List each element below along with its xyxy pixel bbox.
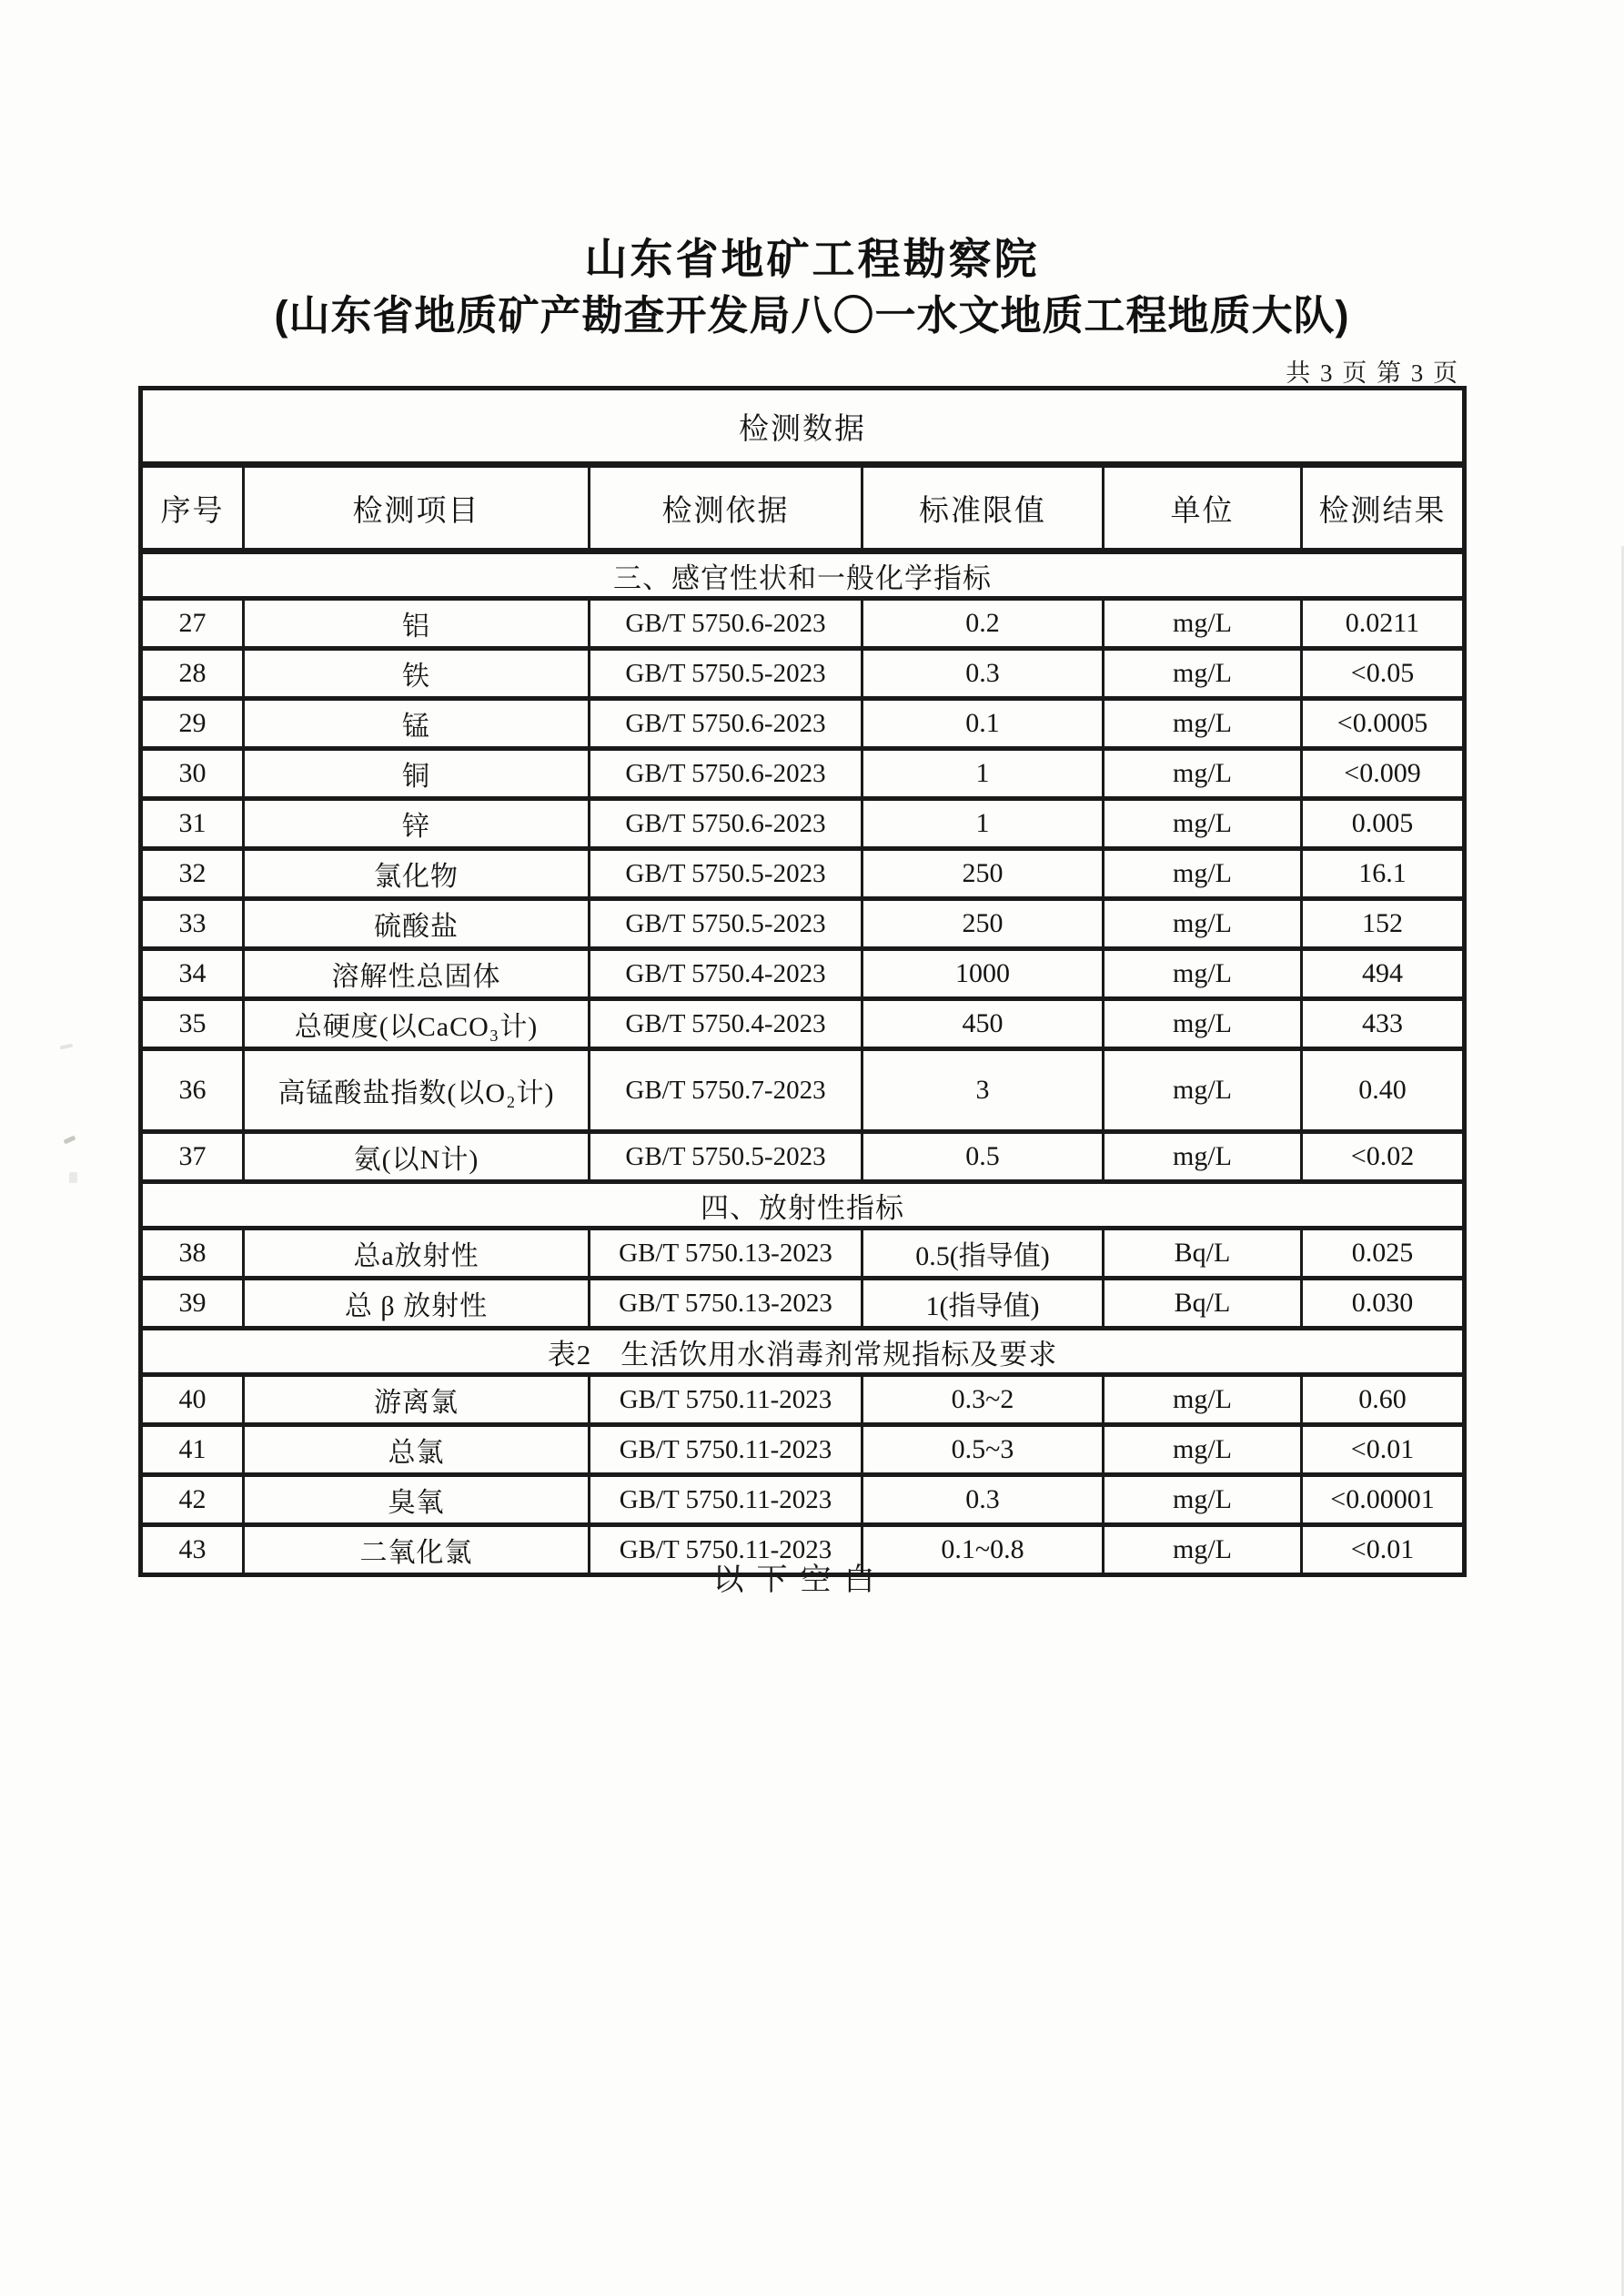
- item-name: 铁: [244, 649, 590, 699]
- standard-limit: 0.5(指导值): [862, 1229, 1104, 1279]
- item-name: 硫酸盐: [244, 899, 590, 949]
- standard-limit: 250: [862, 849, 1104, 899]
- test-basis: GB/T 5750.11-2023: [590, 1525, 862, 1575]
- unit: mg/L: [1104, 849, 1302, 899]
- test-result: 433: [1302, 999, 1465, 1049]
- unit: mg/L: [1104, 1475, 1302, 1525]
- test-result: <0.009: [1302, 749, 1465, 799]
- test-result: 0.005: [1302, 799, 1465, 849]
- standard-limit: 250: [862, 899, 1104, 949]
- table-row: [141, 999, 1465, 1049]
- standard-limit: 0.1~0.8: [862, 1525, 1104, 1575]
- unit: mg/L: [1104, 599, 1302, 649]
- test-result: 152: [1302, 899, 1465, 949]
- standard-limit: 1000: [862, 949, 1104, 999]
- test-basis: GB/T 5750.5-2023: [590, 899, 862, 949]
- section-row: [141, 1329, 1465, 1375]
- unit: mg/L: [1104, 999, 1302, 1049]
- test-basis: GB/T 5750.7-2023: [590, 1049, 862, 1132]
- unit: mg/L: [1104, 1132, 1302, 1182]
- scan-artifact: [69, 1172, 77, 1183]
- standard-limit: 0.5~3: [862, 1425, 1104, 1475]
- row-number: 34: [141, 949, 244, 999]
- standard-limit: 0.2: [862, 599, 1104, 649]
- test-basis: GB/T 5750.13-2023: [590, 1229, 862, 1279]
- standard-limit: 0.3~2: [862, 1375, 1104, 1425]
- test-basis: GB/T 5750.5-2023: [590, 649, 862, 699]
- test-result: <0.02: [1302, 1132, 1465, 1182]
- section-header: 表2 生活饮用水消毒剂常规指标及要求: [141, 1329, 1465, 1375]
- standard-limit: 1: [862, 799, 1104, 849]
- test-result: <0.0005: [1302, 699, 1465, 749]
- row-number: 42: [141, 1475, 244, 1525]
- standard-limit: 0.3: [862, 649, 1104, 699]
- test-result: <0.05: [1302, 649, 1465, 699]
- item-name: 臭氧: [244, 1475, 590, 1525]
- row-number: 31: [141, 799, 244, 849]
- table-row: [141, 1375, 1465, 1425]
- row-number: 33: [141, 899, 244, 949]
- row-number: 35: [141, 999, 244, 1049]
- test-result: 0.030: [1302, 1279, 1465, 1329]
- test-basis: GB/T 5750.5-2023: [590, 1132, 862, 1182]
- unit: mg/L: [1104, 699, 1302, 749]
- item-name: 高锰酸盐指数(以O₂计): [244, 1049, 590, 1132]
- row-number: 37: [141, 1132, 244, 1182]
- standard-limit: 1: [862, 749, 1104, 799]
- section-row: [141, 551, 1465, 599]
- unit: mg/L: [1104, 1375, 1302, 1425]
- section-row: [141, 1182, 1465, 1229]
- item-name: 总 β 放射性: [244, 1279, 590, 1329]
- unit: mg/L: [1104, 1425, 1302, 1475]
- row-number: 27: [141, 599, 244, 649]
- section-header: 四、放射性指标: [141, 1182, 1465, 1229]
- test-result: <0.00001: [1302, 1475, 1465, 1525]
- unit: mg/L: [1104, 949, 1302, 999]
- test-basis: GB/T 5750.6-2023: [590, 599, 862, 649]
- table-row: [141, 1279, 1465, 1329]
- item-name: 锰: [244, 699, 590, 749]
- scan-artifact: [60, 1044, 74, 1050]
- test-basis: GB/T 5750.11-2023: [590, 1425, 862, 1475]
- unit: mg/L: [1104, 1525, 1302, 1575]
- column-header-2: 检测项目: [244, 465, 590, 551]
- test-basis: GB/T 5750.11-2023: [590, 1475, 862, 1525]
- section-header: 三、感官性状和一般化学指标: [141, 551, 1465, 599]
- item-name: 氯化物: [244, 849, 590, 899]
- test-basis: GB/T 5750.5-2023: [590, 849, 862, 899]
- item-name: 氨(以N计): [244, 1132, 590, 1182]
- table-row: [141, 749, 1465, 799]
- table-row: [141, 649, 1465, 699]
- test-basis: GB/T 5750.13-2023: [590, 1279, 862, 1329]
- table-row: [141, 899, 1465, 949]
- scan-artifact: [64, 1135, 76, 1144]
- test-result: 0.0211: [1302, 599, 1465, 649]
- standard-limit: 0.3: [862, 1475, 1104, 1525]
- unit: mg/L: [1104, 749, 1302, 799]
- table-row: [141, 1049, 1465, 1132]
- test-basis: GB/T 5750.6-2023: [590, 749, 862, 799]
- table-row: [141, 799, 1465, 849]
- test-data-table: [138, 386, 1467, 1577]
- table-row: [141, 849, 1465, 899]
- item-name: 游离氯: [244, 1375, 590, 1425]
- item-name: 总硬度(以CaCO₃计): [244, 999, 590, 1049]
- item-name: 总氯: [244, 1425, 590, 1475]
- item-name: 锌: [244, 799, 590, 849]
- test-result: 0.40: [1302, 1049, 1465, 1132]
- unit: mg/L: [1104, 899, 1302, 949]
- test-basis: GB/T 5750.4-2023: [590, 949, 862, 999]
- item-name: 总a放射性: [244, 1229, 590, 1279]
- table-caption-row: [141, 389, 1465, 465]
- unit: mg/L: [1104, 649, 1302, 699]
- row-number: 43: [141, 1525, 244, 1575]
- standard-limit: 3: [862, 1049, 1104, 1132]
- table-caption: 检测数据: [141, 389, 1465, 465]
- test-basis: GB/T 5750.11-2023: [590, 1375, 862, 1425]
- row-number: 28: [141, 649, 244, 699]
- item-name: 溶解性总固体: [244, 949, 590, 999]
- row-number: 30: [141, 749, 244, 799]
- org-title: 山东省地矿工程勘察院: [584, 235, 1040, 283]
- table-row: [141, 949, 1465, 999]
- table-row: [141, 1132, 1465, 1182]
- table-row: [141, 599, 1465, 649]
- unit: Bq/L: [1104, 1279, 1302, 1329]
- standard-limit: 0.1: [862, 699, 1104, 749]
- column-header-6: 检测结果: [1302, 465, 1465, 551]
- row-number: 29: [141, 699, 244, 749]
- test-result: <0.01: [1302, 1525, 1465, 1575]
- standard-limit: 1(指导值): [862, 1279, 1104, 1329]
- table-row: [141, 1229, 1465, 1279]
- column-header-1: 序号: [141, 465, 244, 551]
- item-name: 二氧化氯: [244, 1525, 590, 1575]
- row-number: 32: [141, 849, 244, 899]
- table-row: [141, 699, 1465, 749]
- org-subtitle: (山东省地质矿产勘查开发局八〇一水文地质工程地质大队): [274, 292, 1350, 339]
- test-basis: GB/T 5750.4-2023: [590, 999, 862, 1049]
- column-header-4: 标准限值: [862, 465, 1104, 551]
- unit: mg/L: [1104, 799, 1302, 849]
- test-result: 0.60: [1302, 1375, 1465, 1425]
- test-result: 16.1: [1302, 849, 1465, 899]
- blank-below-note: 以下空白: [712, 1563, 888, 1597]
- column-header-5: 单位: [1104, 465, 1302, 551]
- unit: Bq/L: [1104, 1229, 1302, 1279]
- test-basis: GB/T 5750.6-2023: [590, 799, 862, 849]
- item-name: 铜: [244, 749, 590, 799]
- test-result: 494: [1302, 949, 1465, 999]
- test-basis: GB/T 5750.6-2023: [590, 699, 862, 749]
- row-number: 40: [141, 1375, 244, 1425]
- test-result: <0.01: [1302, 1425, 1465, 1475]
- standard-limit: 450: [862, 999, 1104, 1049]
- row-number: 36: [141, 1049, 244, 1132]
- unit: mg/L: [1104, 1049, 1302, 1132]
- table-header-row: [141, 465, 1465, 551]
- test-result: 0.025: [1302, 1229, 1465, 1279]
- row-number: 41: [141, 1425, 244, 1475]
- row-number: 39: [141, 1279, 244, 1329]
- row-number: 38: [141, 1229, 244, 1279]
- table-row: [141, 1425, 1465, 1475]
- item-name: 铝: [244, 599, 590, 649]
- table-row: [141, 1475, 1465, 1525]
- column-header-3: 检测依据: [590, 465, 862, 551]
- page-number-info: 共 3 页 第 3 页: [1286, 359, 1459, 387]
- standard-limit: 0.5: [862, 1132, 1104, 1182]
